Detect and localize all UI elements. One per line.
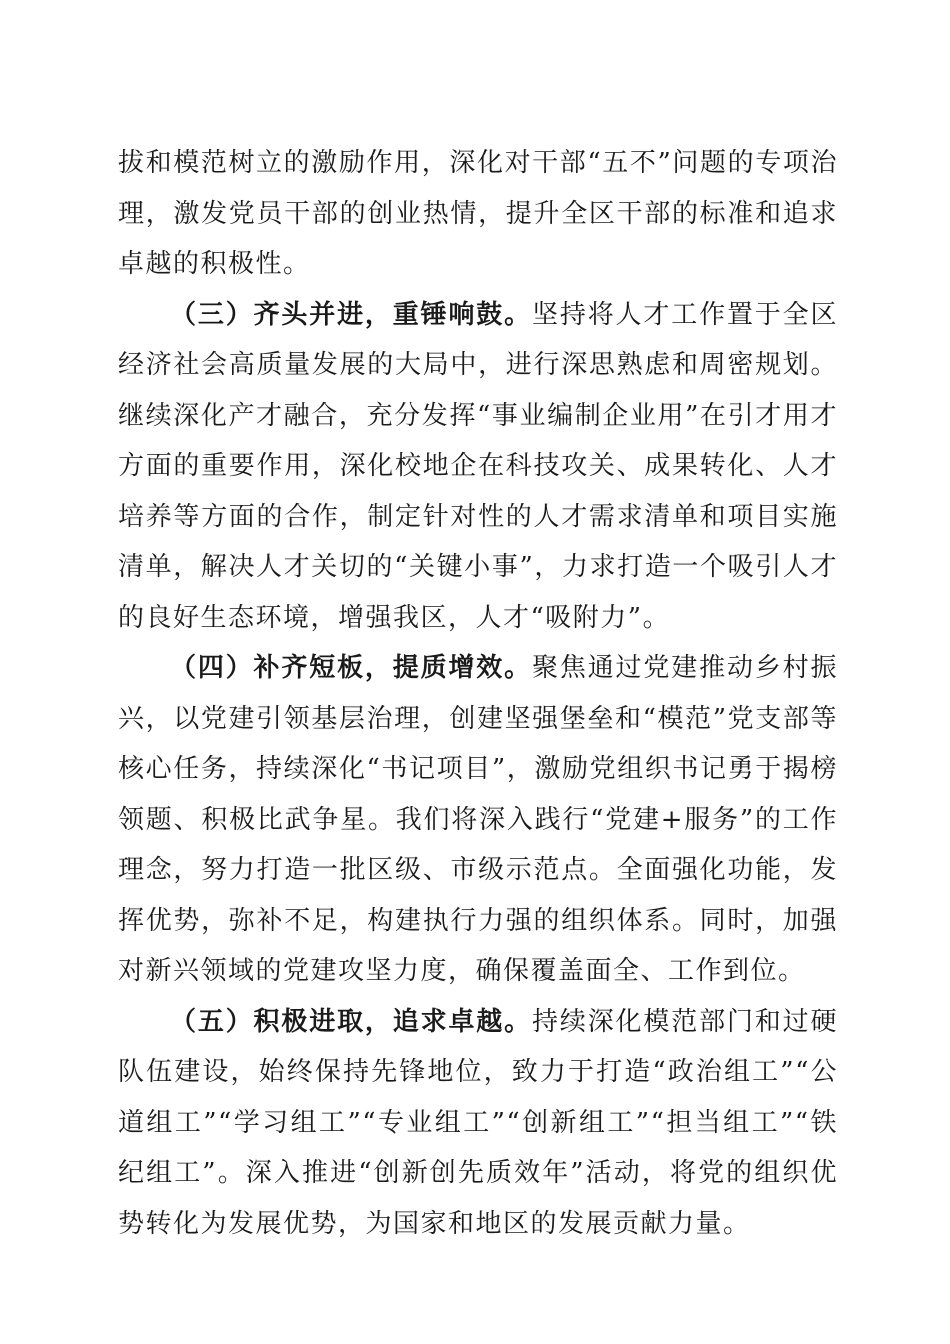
paragraph-text: 拔和模范树立的激励作用，深化对干部“五不”问题的专项治理，激发党员干部的创业热情，提升全区干部的标准和追求卓越的积极性。 bbox=[118, 148, 838, 279]
paragraph-text: 聚焦通过党建推动乡村振兴，以党建引领基层治理，创建坚强堡垒和“模范”党支部等核心任务，持续深化“书记项目”，激励党组织书记勇于揭榜领题、积极比武争星。我们将深入践行“党建+服务”的工作理念，努力打造一批区级、市级示范点。全面强化功能，发挥优势，弥补不足，构建执行力强的组织体系。同时，加强对新兴领域的党建攻坚力度，确保覆盖面全、工作到位。 bbox=[118, 653, 838, 986]
paragraph-text: 坚持将人才工作置于全区经济社会高质量发展的大局中，进行深思熟虑和周密规划。继续深化产才融合，充分发挥“事业编制企业用”在引才用才方面的重要作用，深化校地企在科技攻关、成果转化、人才培养等方面的合作，制定针对性的人才需求清单和项目实施清单，解决人才关切的“关键小事”，力求打造一个吸引人才的良好生态环境，增强我区，人才“吸附力”。 bbox=[118, 299, 838, 633]
document-body bbox=[118, 138, 838, 1249]
paragraph-continued bbox=[118, 138, 838, 290]
section-heading-3: （三）齐头并进，重锤响鼓。 bbox=[170, 299, 533, 330]
paragraph-text: 持续深化模范部门和过硬队伍建设，始终保持先锋地位，致力于打造“政治组工”“公道组工”“学习组工”“专业组工”“创新组工”“担当组工”“铁纪组工”。深入推进“创新创先质效年”活动，将党的组织优势转化为发展优势，为国家和地区的发展贡献力量。 bbox=[118, 1006, 838, 1239]
section-heading-5: （五）积极进取，追求卓越。 bbox=[170, 1006, 533, 1037]
paragraph-section-5 bbox=[118, 997, 838, 1250]
section-heading-4: （四）补齐短板，提质增效。 bbox=[170, 653, 533, 683]
paragraph-section-4 bbox=[118, 643, 838, 997]
paragraph-section-3 bbox=[118, 290, 838, 644]
